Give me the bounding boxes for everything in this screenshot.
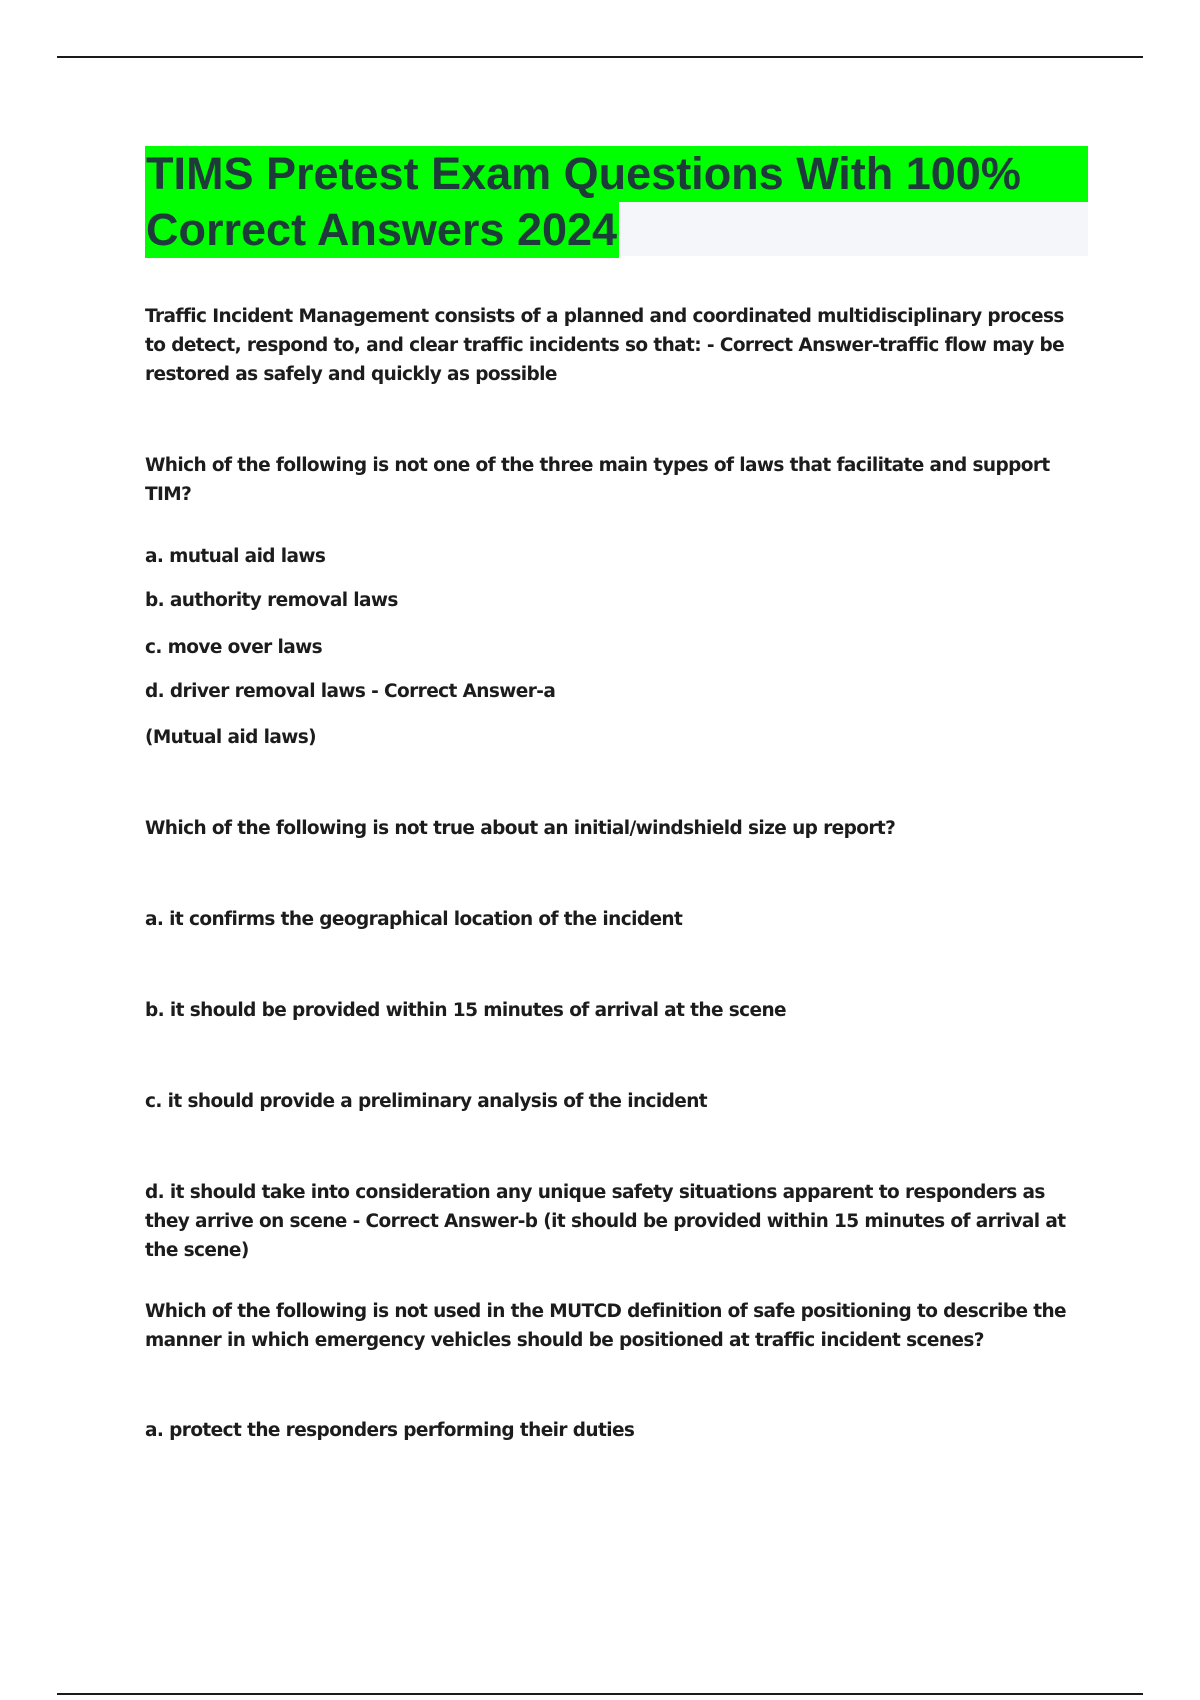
question-tim-laws: Which of the following is not one of the three main types of laws that facilitate and support TIM? [145, 455, 1050, 505]
question-mutcd-positioning: Which of the following is not used in the MUTCD definition of safe positioning to describe the manner in which emergency vehicles should be positioned at traffic incident scenes? [145, 1301, 1066, 1351]
option-c-preliminary-analysis: c. it should provide a preliminary analysis of the incident [145, 1091, 708, 1112]
answer-explanation: (Mutual aid laws) [145, 727, 317, 748]
title-line-2: Correct Answers 2024 [145, 202, 619, 258]
option-a-protect-responders: a. protect the responders performing their duties [145, 1420, 635, 1441]
option-a-mutual-aid: a. mutual aid laws [145, 546, 326, 567]
option-c-move-over: c. move over laws [145, 637, 323, 658]
header-rule [57, 56, 1143, 58]
option-b-authority-removal: b. authority removal laws [145, 590, 398, 611]
document-title [145, 146, 1088, 256]
title-line-1: TIMS Pretest Exam Questions With 100% [145, 146, 1088, 202]
option-a-location: a. it confirms the geographical location of the incident [145, 909, 683, 930]
option-d-driver-removal: d. driver removal laws - Correct Answer-a [145, 681, 556, 702]
question-size-up-report: Which of the following is not true about an initial/windshield size up report? [145, 818, 896, 839]
paragraph-intro-answer: Traffic Incident Management consists of a planned and coordinated multidisciplinary process to detect, respond to, and clear traffic incidents so that: - Correct Answer-traffic flow may be restored as safely and quickly as possible [145, 306, 1065, 385]
option-b-15-minutes: b. it should be provided within 15 minutes of arrival at the scene [145, 1000, 786, 1021]
option-d-safety-situations: d. it should take into consideration any unique safety situations apparent to responders as they arrive on scene - Correct Answer-b (it should be provided within 15 minutes of arrival at the scene) [145, 1182, 1066, 1261]
footer-rule [57, 1693, 1143, 1695]
